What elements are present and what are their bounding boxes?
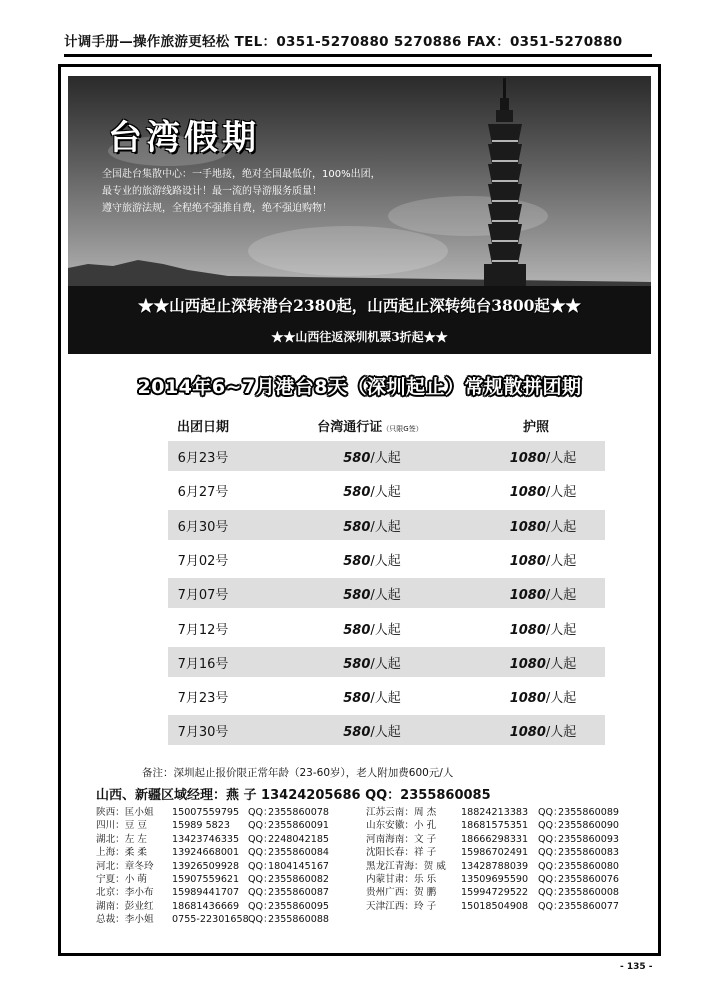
contact-qq-label: QQ： <box>538 833 563 845</box>
row-date: 7月12号 <box>177 622 229 638</box>
contact-qq: 2355860078 <box>268 807 330 818</box>
contact-qq-label: QQ： <box>248 847 273 859</box>
contact-phone: 18824213383 <box>461 807 529 818</box>
contact-qq: 2355860083 <box>558 847 620 859</box>
row-passport-price: 1080/人起 <box>509 656 577 672</box>
row-taiwan-price: 580/人起 <box>343 588 401 604</box>
table-row <box>168 475 605 505</box>
row-date: 7月02号 <box>177 553 229 569</box>
contact-region-name: 陕西：匡小姐 <box>96 807 154 818</box>
row-taiwan-price: 580/人起 <box>343 691 401 707</box>
contact-qq-label: QQ： <box>538 820 563 832</box>
contact-region-name: 黑龙江青海：贺 威 <box>366 860 446 872</box>
row-passport-price: 1080/人起 <box>509 553 577 569</box>
contact-row <box>96 860 329 873</box>
contact-qq-label: QQ： <box>248 900 273 912</box>
hero-line: 全国赴台集散中心：一手地接，绝对全国最低价，100%出团， <box>102 169 381 180</box>
contact-qq: 2355860090 <box>558 820 620 832</box>
promo-line-1: ★★山西起止深转港台2380起，山西起止深转纯台3800起★★ <box>138 296 581 315</box>
row-passport-price: 1080/人起 <box>509 519 577 535</box>
contact-region-name: 河南海南：文 子 <box>366 833 437 845</box>
mountain-silhouette <box>68 246 651 286</box>
contact-qq-label: QQ： <box>538 900 563 912</box>
contact-phone: 18681436669 <box>172 900 240 912</box>
contact-qq-label: QQ： <box>248 820 273 832</box>
schedule-title: 2014年6~7月港台8天（深圳起止）常规散拼团期 <box>137 376 582 398</box>
row-date: 7月07号 <box>177 588 229 604</box>
remark: 备注：深圳起止报价限正常年龄（23-60岁），老人附加费600元/人 <box>142 767 454 779</box>
contact-qq: 2355860089 <box>558 807 620 818</box>
contact-row <box>366 886 619 899</box>
contact-phone: 15989 5823 <box>172 820 230 832</box>
table-row <box>168 681 605 711</box>
row-date: 7月16号 <box>177 656 229 672</box>
table-row <box>168 715 605 745</box>
contact-qq-label: QQ： <box>248 914 273 926</box>
contact-qq: 2355860008 <box>558 887 620 899</box>
contact-qq-label: QQ： <box>248 887 273 899</box>
contact-phone: 0755-22301658 <box>172 914 249 926</box>
row-taiwan-price: 580/人起 <box>343 519 401 535</box>
contact-row <box>366 860 619 873</box>
header-taiwan-note: （只限G签） <box>382 425 423 433</box>
table-row <box>168 578 605 608</box>
header-taiwan-label: 台湾通行证 <box>317 420 383 435</box>
contact-row <box>96 900 329 913</box>
table-row <box>168 441 605 471</box>
row-taiwan-price: 580/人起 <box>343 656 401 672</box>
row-date: 6月30号 <box>177 519 229 535</box>
page-number: - 135 - <box>620 962 653 972</box>
contact-region-name: 湖北：左 左 <box>96 833 148 845</box>
row-passport-price: 1080/人起 <box>509 622 577 638</box>
contact-region-name: 总裁：李小姐 <box>96 914 154 926</box>
contact-region-name: 上海：柔 柔 <box>96 847 148 859</box>
row-taiwan-price: 580/人起 <box>343 485 401 501</box>
contact-phone: 13423746335 <box>172 833 240 845</box>
contact-region-name: 四川：豆 豆 <box>96 820 148 832</box>
contact-region-name: 贵州广西：贺 鹏 <box>366 887 437 899</box>
contact-phone: 13509695590 <box>461 874 529 886</box>
contact-row <box>96 819 329 832</box>
contact-row <box>96 913 329 926</box>
contact-qq: 1804145167 <box>268 860 330 872</box>
contact-qq-label: QQ： <box>248 874 273 886</box>
row-taiwan-price: 580/人起 <box>343 451 401 466</box>
contact-row <box>366 819 619 832</box>
contact-qq-label: QQ： <box>538 807 563 818</box>
row-passport-price: 1080/人起 <box>509 725 577 741</box>
contact-qq: 2355860084 <box>268 847 330 859</box>
row-passport-price: 1080/人起 <box>509 451 577 466</box>
row-taiwan-price: 580/人起 <box>343 622 401 638</box>
contact-region-name: 湖南：彭业红 <box>96 900 154 912</box>
contact-qq-label: QQ： <box>538 860 563 872</box>
contact-phone: 15989441707 <box>172 887 240 899</box>
contact-qq-label: QQ： <box>538 874 563 886</box>
contact-region-name: 山东安徽：小 孔 <box>366 820 437 832</box>
contact-phone: 18681575351 <box>461 820 529 832</box>
contact-row <box>96 873 329 886</box>
row-date: 6月23号 <box>177 451 229 466</box>
header-date: 出团日期 <box>176 420 229 435</box>
contact-row <box>366 833 619 846</box>
contact-phone: 15018504908 <box>461 900 529 912</box>
contact-region-name: 内蒙甘肃：乐 乐 <box>366 874 437 886</box>
contact-phone: 13428788039 <box>461 860 529 872</box>
contact-region-name: 北京：李小布 <box>96 887 154 899</box>
contact-phone: 13926509928 <box>172 860 240 872</box>
contact-qq-label: QQ： <box>248 807 273 818</box>
contact-qq-label: QQ： <box>248 833 273 845</box>
contact-qq: 2355860088 <box>268 914 330 926</box>
hero-description <box>102 166 381 217</box>
row-date: 6月27号 <box>177 485 229 501</box>
contact-qq: 2355860095 <box>268 900 330 912</box>
hero-title: 台湾假期 <box>108 118 260 158</box>
table-row <box>168 510 605 540</box>
contact-qq: 2355860091 <box>268 820 330 832</box>
contact-qq-label: QQ： <box>538 847 563 859</box>
contact-region-name: 沈阳长春：祥 子 <box>366 847 437 859</box>
row-passport-price: 1080/人起 <box>509 588 577 604</box>
regional-manager: 山西、新疆区域经理：燕 子 13424205686 QQ：2355860085 <box>96 788 491 803</box>
contact-qq: 2248042185 <box>268 833 330 845</box>
contact-row <box>366 900 619 913</box>
contact-region-name: 天津江西：玲 子 <box>366 900 437 912</box>
contact-qq: 2355860077 <box>558 900 620 912</box>
promo-line-2: ★★山西往返深圳机票3折起★★ <box>271 330 448 344</box>
contact-row <box>96 833 329 846</box>
contact-qq: 2355860093 <box>558 833 620 845</box>
contact-phone: 15994729522 <box>461 887 529 899</box>
row-passport-price: 1080/人起 <box>509 485 577 501</box>
taipei-101-tower <box>470 78 540 286</box>
contact-phone: 18666298331 <box>461 833 529 845</box>
contact-region-name: 河北：章冬玲 <box>96 860 154 872</box>
contact-phone: 15986702491 <box>461 847 529 859</box>
hero-line: 遵守旅游法规，全程绝不强推自费，绝不强迫购物！ <box>102 203 332 214</box>
contact-row <box>366 873 619 886</box>
table-row <box>168 544 605 574</box>
row-taiwan-price: 580/人起 <box>343 553 401 569</box>
header-passport: 护照 <box>522 420 549 435</box>
contact-row <box>96 846 329 859</box>
contact-qq-label: QQ： <box>248 860 273 872</box>
row-passport-price: 1080/人起 <box>509 691 577 707</box>
contact-phone: 15007559795 <box>172 807 240 818</box>
contact-phone: 15907559621 <box>172 874 240 886</box>
table-row <box>168 613 605 643</box>
contact-row <box>366 806 619 819</box>
contact-row <box>366 846 619 859</box>
contact-phone: 13924668001 <box>172 847 240 859</box>
contact-region-name: 宁夏：小 萌 <box>96 874 148 886</box>
row-date: 7月30号 <box>177 725 229 741</box>
contact-region-name: 江苏云南：周 杰 <box>366 807 437 818</box>
contact-qq: 2355860087 <box>268 887 330 899</box>
contacts-left <box>96 806 329 927</box>
promo-banner <box>68 286 651 354</box>
contact-qq: 2355860076 <box>558 874 620 886</box>
contact-row <box>96 886 329 899</box>
hero-line: 最专业的旅游线路设计！最一流的导游服务质量！ <box>102 186 322 197</box>
contact-qq-label: QQ： <box>538 887 563 899</box>
header-taiwan-pass <box>300 416 440 435</box>
table-row <box>168 647 605 677</box>
page-header: 计调手册—操作旅游更轻松 TEL：0351-5270880 5270886 FAX：0351-5270880 <box>64 32 652 57</box>
row-date: 7月23号 <box>177 691 229 707</box>
row-taiwan-price: 580/人起 <box>343 725 401 741</box>
contacts-right <box>366 806 619 913</box>
contact-qq: 2355860080 <box>558 860 620 872</box>
contact-qq: 2355860082 <box>268 874 330 886</box>
contact-row <box>96 806 329 819</box>
